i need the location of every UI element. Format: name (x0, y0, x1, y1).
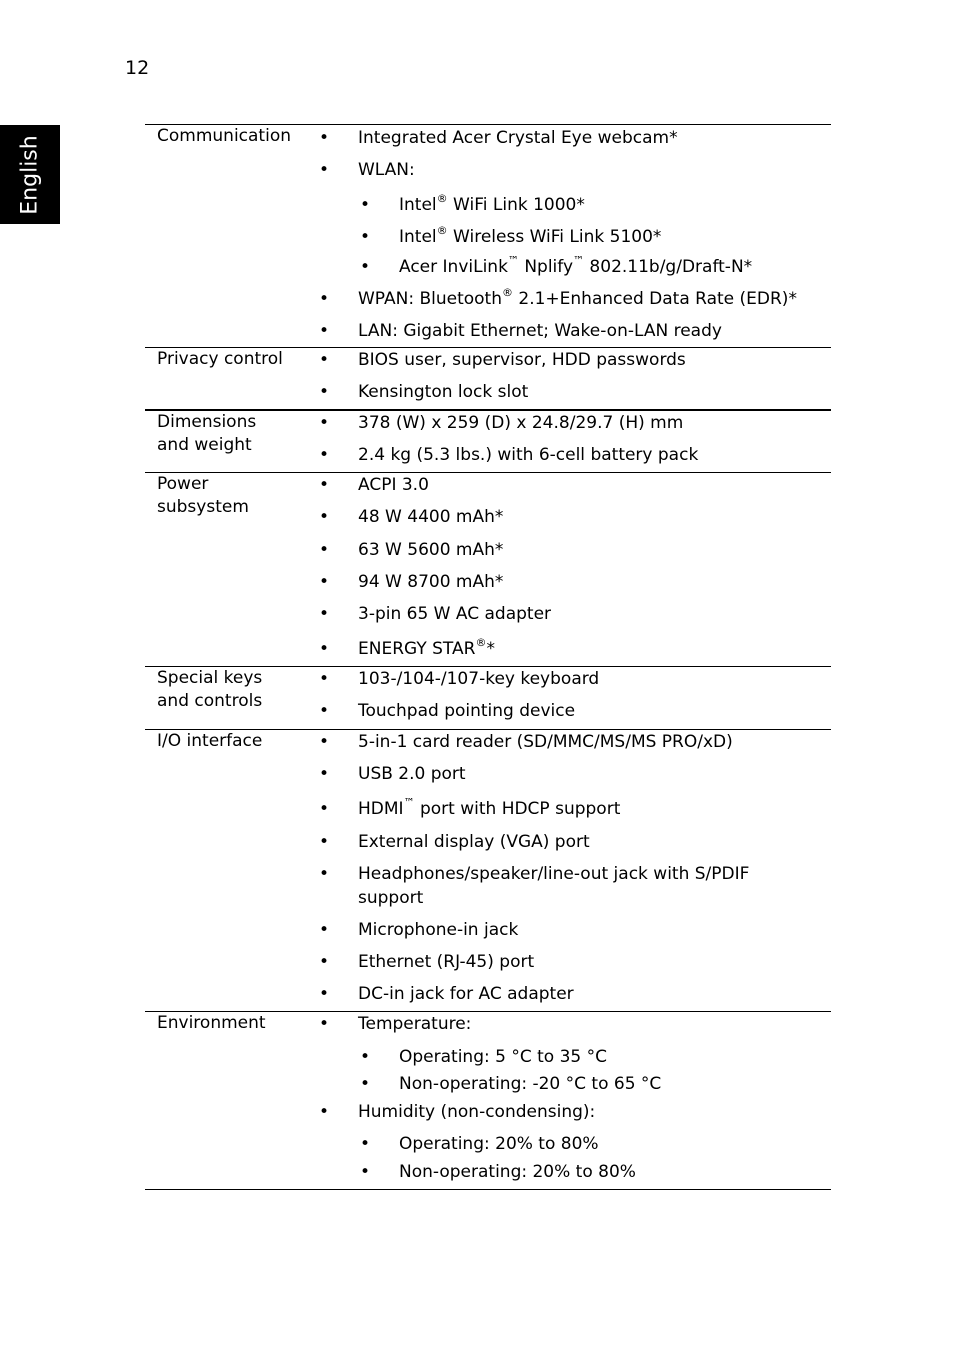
spec-label: Power subsystem (157, 474, 249, 517)
spec-item: • LAN: Gigabit Ethernet; Wake-on-LAN ready (319, 321, 722, 341)
spec-item: • Humidity (non-condensing): (319, 1102, 596, 1122)
spec-label: Privacy control (157, 349, 283, 369)
language-tab-label: English (17, 135, 43, 215)
spec-item-continuation: support (358, 888, 424, 908)
spec-row-io (145, 729, 831, 1012)
spec-item: • ACPI 3.0 (319, 475, 429, 495)
spec-subitem: • Intel® Wireless WiFi Link 5100* (360, 224, 662, 247)
spec-row-dimensions (145, 409, 831, 473)
spec-row-privacy (145, 347, 831, 410)
spec-label: Special keys and controls (157, 668, 263, 711)
spec-label: Communication (157, 126, 291, 146)
spec-item: • DC-in jack for AC adapter (319, 984, 574, 1004)
spec-item: • WPAN: Bluetooth® 2.1+Enhanced Data Rate (EDR)* (319, 286, 797, 309)
spec-row-keys (145, 666, 831, 730)
spec-item: • 378 (W) x 259 (D) x 24.8/29.7 (H) mm (319, 413, 684, 433)
spec-item: • Touchpad pointing device (319, 701, 576, 721)
spec-row-communication (145, 124, 831, 348)
spec-item: • Ethernet (RJ-45) port (319, 952, 535, 972)
spec-item: • 103-/104-/107-key keyboard (319, 669, 600, 689)
spec-item: • Kensington lock slot (319, 382, 529, 402)
spec-item: • External display (VGA) port (319, 832, 590, 852)
spec-item: • Temperature: (319, 1014, 472, 1034)
spec-item: • ENERGY STAR®* (319, 636, 495, 659)
page-number: 12 (125, 57, 150, 79)
spec-item: • 3-pin 65 W AC adapter (319, 604, 552, 624)
language-tab (0, 125, 60, 224)
spec-item: • 63 W 5600 mAh* (319, 540, 504, 560)
spec-item: • USB 2.0 port (319, 764, 466, 784)
spec-item: • BIOS user, supervisor, HDD passwords (319, 350, 686, 370)
spec-label: Environment (157, 1013, 266, 1033)
spec-item: • 48 W 4400 mAh* (319, 507, 504, 527)
spec-item: • Integrated Acer Crystal Eye webcam* (319, 128, 678, 148)
spec-item: • 5-in-1 card reader (SD/MMC/MS/MS PRO/xD) (319, 732, 733, 752)
spec-item: • 94 W 8700 mAh* (319, 572, 504, 592)
spec-label: Dimensions and weight (157, 412, 257, 455)
spec-label: I/O interface (157, 731, 263, 751)
spec-row-power (145, 472, 831, 667)
spec-item: • 2.4 kg (5.3 lbs.) with 6-cell battery pack (319, 445, 699, 465)
spec-subitem: • Non-operating: -20 °C to 65 °C (360, 1074, 662, 1094)
spec-subitem: • Acer InviLink™ Nplify™ 802.11b/g/Draft-N* (360, 254, 753, 277)
spec-row-environment (145, 1011, 831, 1190)
spec-subitem: • Non-operating: 20% to 80% (360, 1162, 636, 1182)
spec-item: • Microphone-in jack (319, 920, 519, 940)
spec-item: • HDMI™ port with HDCP support (319, 796, 621, 819)
spec-subitem: • Operating: 5 °C to 35 °C (360, 1047, 607, 1067)
spec-item: • Headphones/speaker/line-out jack with S/PDIF (319, 864, 750, 884)
spec-subitem: • Intel® WiFi Link 1000* (360, 192, 585, 215)
spec-subitem: • Operating: 20% to 80% (360, 1134, 599, 1154)
spec-item: • WLAN: (319, 160, 415, 180)
